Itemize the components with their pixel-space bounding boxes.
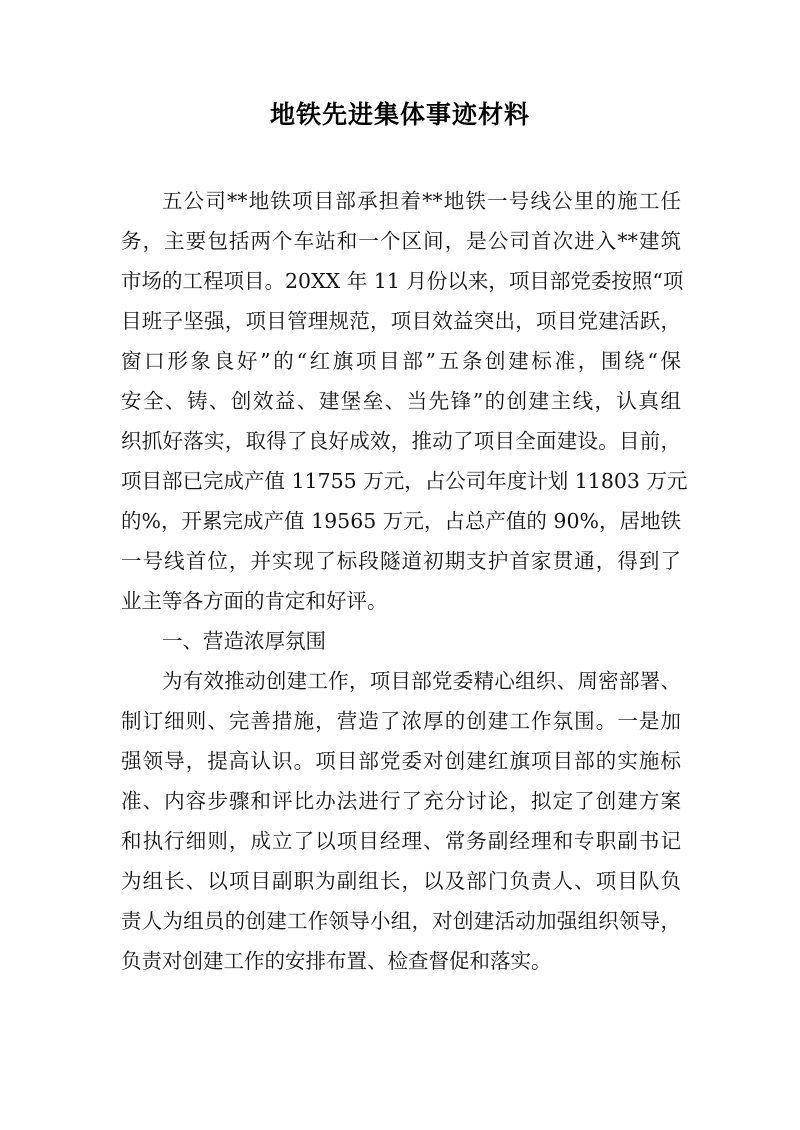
paragraph-line: 制订细则、完善措施，营造了浓厚的创建工作氛围。一是加 [121, 709, 681, 733]
paragraph-line: 责人为组员的创建工作领导小组，对创建活动加强组织领导， [121, 909, 681, 933]
paragraph-line: 织抓好落实，取得了良好成效，推动了项目全面建设。目前， [121, 429, 681, 453]
paragraph-line: 和执行细则，成立了以项目经理、常务副经理和专职副书记 [121, 829, 681, 853]
paragraph-line: 负责对创建工作的安排布置、检查督促和落实。 [121, 949, 552, 973]
paragraph-line: 业主等各方面的肯定和好评。 [121, 589, 388, 613]
paragraph-line: 窗口形象良好”的“红旗项目部”五条创建标准，围绕“保 [121, 349, 681, 373]
section-heading: 一、营造浓厚氛围 [162, 629, 326, 653]
paragraph-line: 务，主要包括两个车站和一个区间，是公司首次进入**建筑 [121, 229, 681, 253]
paragraph-line: 五公司**地铁项目部承担着**地铁一号线公里的施工任 [162, 189, 681, 213]
paragraph-line: 安全、铸、创效益、建堡垒、当先锋”的创建主线，认真组 [121, 389, 681, 413]
paragraph-line: 准、内容步骤和评比办法进行了充分讨论，拟定了创建方案 [121, 789, 681, 813]
paragraph-line: 的%，开累完成产值 19565 万元，占总产值的 90%，居地铁 [121, 509, 681, 533]
paragraph-line: 项目部已完成产值 11755 万元，占公司年度计划 11803 万元 [121, 469, 688, 493]
paragraph-line: 目班子坚强，项目管理规范，项目效益突出，项目党建活跃， [121, 309, 681, 333]
paragraph-line: 强领导，提高认识。项目部党委对创建红旗项目部的实施标 [121, 749, 681, 773]
paragraph-line: 为组长、以项目副职为副组长，以及部门负责人、项目队负 [121, 869, 681, 893]
document-title: 地铁先进集体事迹材料 [269, 100, 530, 129]
paragraph-line: 为有效推动创建工作，项目部党委精心组织、周密部署、 [162, 669, 681, 693]
paragraph-line: 市场的工程项目。20XX 年 11 月份以来，项目部党委按照“项 [121, 269, 684, 293]
paragraph-line: 一号线首位，并实现了标段隧道初期支护首家贯通，得到了 [121, 549, 681, 573]
